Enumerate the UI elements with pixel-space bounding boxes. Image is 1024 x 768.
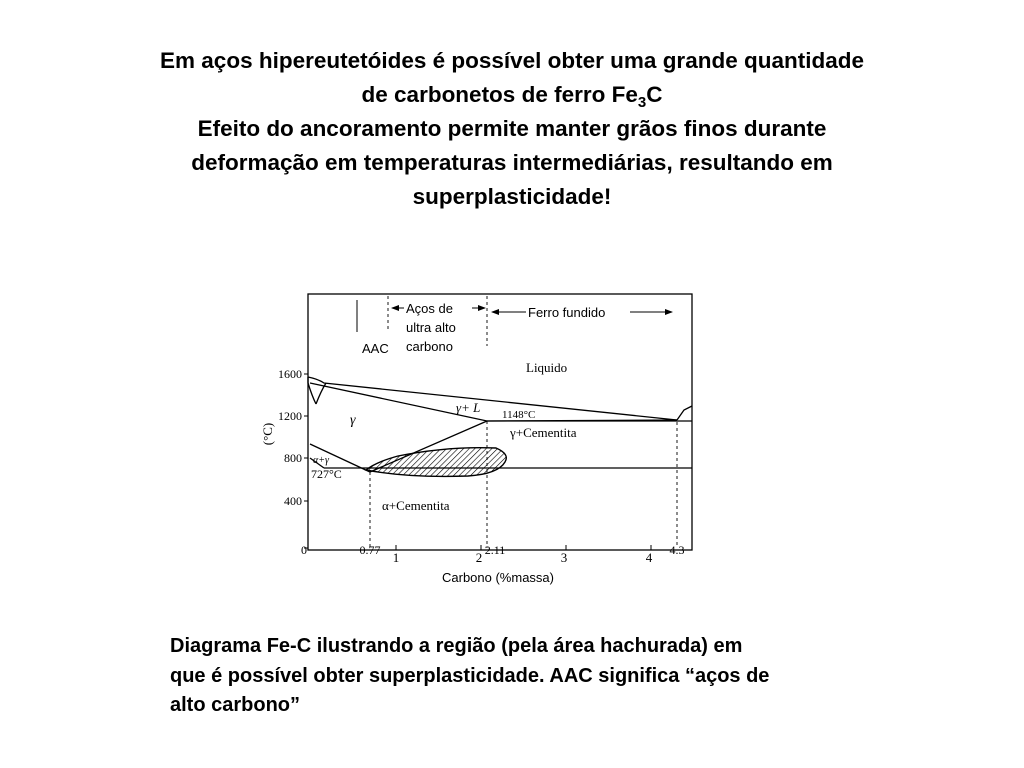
title-line: Efeito do ancoramento permite manter grãos finos durante xyxy=(197,116,827,141)
title-subscript: 3 xyxy=(637,94,647,111)
x-tick-marks xyxy=(396,545,651,550)
x-axis-label: Carbono (%massa) xyxy=(442,570,554,585)
y-axis-label: (°C) xyxy=(260,422,275,446)
y-tick-label: 800 xyxy=(284,451,302,465)
ferro-fundido-label: Ferro fundido xyxy=(528,305,606,320)
region-alpha-gamma: α+γ xyxy=(313,455,329,466)
x-tick-label: 2 xyxy=(475,550,483,565)
region-liquid: Liquido xyxy=(526,360,568,375)
fe-c-phase-diagram xyxy=(258,286,698,590)
figure-caption: Diagrama Fe-C ilustrando a região (pela área hachurada) em que é possível obter superplasticidade. AAC significa “aços de alto carbono” xyxy=(170,635,770,716)
plot-frame xyxy=(308,294,692,550)
acos-label-line2: ultra alto xyxy=(406,320,456,335)
superplasticity-hatched-region xyxy=(366,448,506,477)
x-tick-label: 1 xyxy=(392,550,400,565)
title-fe3c-c: C xyxy=(646,82,663,107)
region-alpha-cementite: α+Cementita xyxy=(382,498,450,513)
x-mark-eutectoid: 0.77 xyxy=(359,543,381,557)
region-gamma-liquid: γ+ L xyxy=(456,400,481,415)
aac-label: AAC xyxy=(362,341,389,356)
y-tick-label: 1600 xyxy=(278,367,302,381)
y-tick-label: 1200 xyxy=(278,409,302,423)
title-line: superplasticidade! xyxy=(412,184,612,209)
x-mark-eutectic: 4.3 xyxy=(669,543,685,557)
slide-title xyxy=(40,44,984,214)
title-line xyxy=(40,78,984,112)
x-tick-label: 4 xyxy=(645,550,653,565)
title-line: deformação em temperaturas intermediárias, resultando em xyxy=(191,150,833,175)
acos-label-line3: carbono xyxy=(406,339,453,354)
title-fe3c-text: de carbonetos de ferro Fe xyxy=(361,82,638,107)
y-tick-label: 400 xyxy=(284,494,302,508)
acos-label-line1: Aços de xyxy=(406,301,453,316)
x-mark-2-11: 2.11 xyxy=(484,543,506,557)
temp-eutectoid: 727°C xyxy=(311,467,342,481)
title-line: Em aços hipereutetóides é possível obter uma grande quantidade xyxy=(160,48,864,73)
x-tick-label: 3 xyxy=(560,550,568,565)
region-gamma: γ xyxy=(350,413,356,428)
phase-diagram-svg xyxy=(258,286,698,590)
temp-eutectic: 1148°C xyxy=(502,409,536,421)
region-gamma-cementite: γ+Cementita xyxy=(510,425,577,440)
y-tick-label: 0 xyxy=(301,543,307,557)
